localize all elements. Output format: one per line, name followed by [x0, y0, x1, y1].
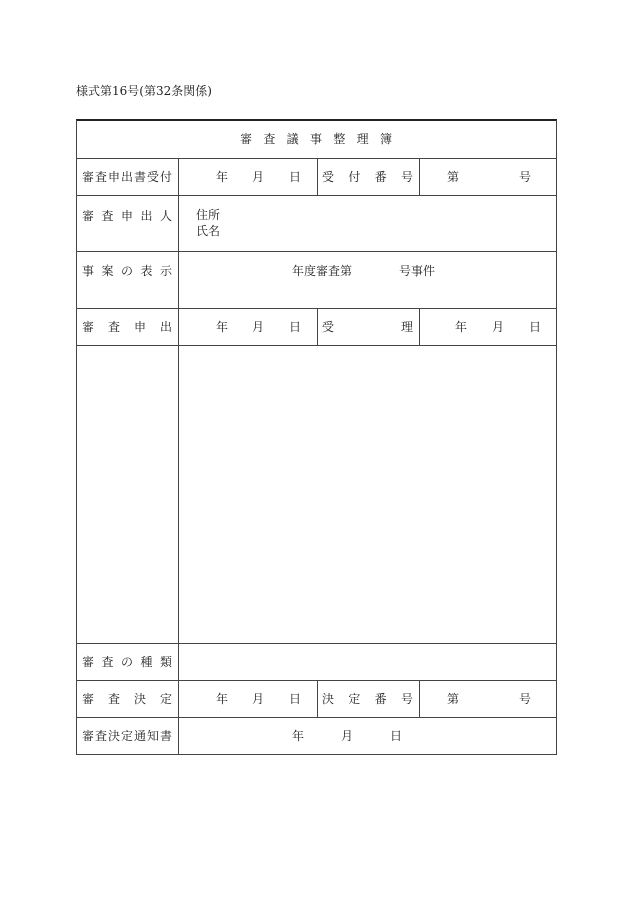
number-suffix: 号 — [519, 692, 532, 706]
day-label: 日 — [289, 320, 302, 334]
month-label: 月 — [252, 320, 265, 334]
ledger-title: 審査議事整理簿 — [240, 132, 392, 146]
receipt-number-label: 受付番号 — [322, 170, 413, 184]
number-suffix: 号 — [519, 170, 532, 184]
applicant-label: 審査申出人 — [82, 209, 172, 223]
name-label: 氏名 — [196, 224, 221, 238]
month-label: 月 — [252, 170, 265, 184]
form-number: 様式第16号(第32条関係) — [76, 84, 212, 98]
case-text-b: 号事件 — [399, 264, 436, 278]
year-label: 年 — [216, 320, 229, 334]
month-label: 月 — [252, 692, 265, 706]
acceptance-label-b: 理 — [401, 320, 414, 334]
receipt-label: 審査申出書受付 — [82, 170, 172, 184]
month-label: 月 — [492, 320, 505, 334]
month-label: 月 — [341, 729, 354, 743]
day-label: 日 — [289, 692, 302, 706]
year-label: 年 — [216, 692, 229, 706]
notice-label: 審査決定通知書 — [82, 729, 172, 743]
number-prefix: 第 — [447, 692, 460, 706]
case-label: 事案の表示 — [82, 264, 172, 278]
decision-number-label: 決定番号 — [322, 692, 413, 706]
case-text-a: 年度審査第 — [292, 264, 353, 278]
day-label: 日 — [289, 170, 302, 184]
application-label: 審査申出 — [82, 320, 172, 334]
address-label: 住所 — [196, 208, 221, 222]
type-label: 審査の種類 — [82, 655, 172, 669]
year-label: 年 — [216, 170, 229, 184]
acceptance-label-a: 受 — [322, 320, 335, 334]
day-label: 日 — [390, 729, 403, 743]
year-label: 年 — [455, 320, 468, 334]
year-label: 年 — [292, 729, 305, 743]
day-label: 日 — [529, 320, 542, 334]
decision-label: 審査決定 — [82, 692, 172, 706]
number-prefix: 第 — [447, 170, 460, 184]
